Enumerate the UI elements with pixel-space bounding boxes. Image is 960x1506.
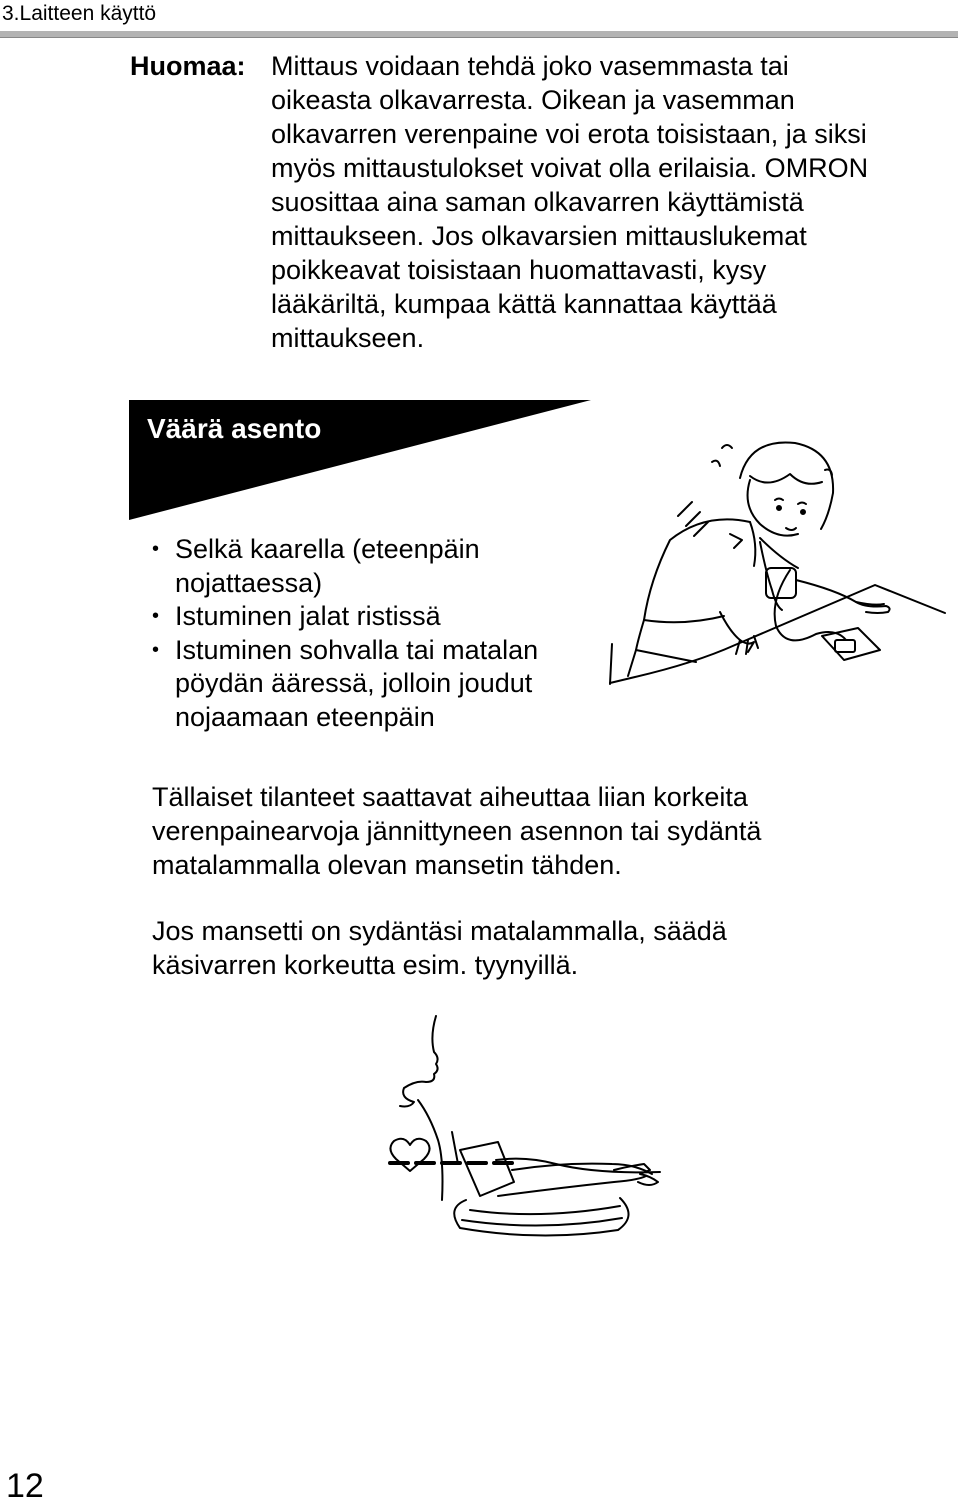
- paragraph-line: käsivarren korkeutta esim. tyynyillä.: [152, 950, 579, 980]
- header-rule: [0, 31, 958, 38]
- note-line: myös mittaustulokset voivat olla erilaisia. OMRON: [271, 153, 869, 183]
- bullet-dot: •: [152, 638, 160, 661]
- note-body: [271, 49, 951, 355]
- note-line: suosittaa aina saman olkavarren käyttämistä: [271, 187, 804, 217]
- list-item: [150, 533, 600, 600]
- wrong-position-list: [150, 533, 600, 734]
- list-item-line: Selkä kaarella (eteenpäin: [175, 534, 480, 564]
- list-item-line: Istuminen jalat ristissä: [175, 601, 441, 631]
- list-item-line: nojattaessa): [175, 567, 323, 598]
- bullet-dot: •: [152, 538, 160, 560]
- note-line: Mittaus voidaan tehdä joko vasemmasta tai: [271, 51, 789, 81]
- adjustment-paragraph: [152, 914, 942, 982]
- note-line: mittaukseen. Jos olkavarsien mittauslukemat: [271, 221, 807, 251]
- page-number: 12: [6, 1467, 44, 1505]
- explanation-paragraph: [152, 780, 942, 882]
- list-item: [150, 600, 600, 634]
- note-line: mittaukseen.: [271, 323, 425, 353]
- paragraph-line: Jos mansetti on sydäntäsi matalammalla, säädä: [152, 916, 727, 946]
- bullet-dot: •: [152, 605, 160, 627]
- note-line: lääkäriltä, kumpaa kättä kannattaa käyttää: [271, 289, 777, 319]
- paragraph-line: matalammalla olevan mansetin tähden.: [152, 850, 622, 880]
- note-line: oikeasta olkavarresta. Oikean ja vasemman: [271, 85, 795, 115]
- paragraph-line: Tällaiset tilanteet saattavat aiheuttaa liian korkeita: [152, 782, 748, 812]
- list-item-line: pöydän ääressä, jolloin joudut: [175, 668, 533, 698]
- list-item-line: Istuminen sohvalla tai matalan: [175, 634, 539, 665]
- note-label: Huomaa:: [130, 51, 246, 81]
- note-line: poikkeavat toisistaan huomattavasti, kysy: [271, 255, 767, 285]
- cushion-support-illustration: [370, 1010, 680, 1240]
- list-item-line: nojaamaan eteenpäin: [175, 701, 435, 732]
- section-header: 3.Laitteen käyttö: [2, 2, 157, 25]
- wrong-posture-illustration: [600, 430, 955, 690]
- paragraph-line: verenpainearvoja jännittyneen asennon tai sydäntä: [152, 816, 762, 846]
- section-banner-title: Väärä asento: [147, 413, 322, 444]
- note-line: olkavarren verenpaine voi erota toisistaan, ja siksi: [271, 119, 867, 149]
- list-item: [150, 634, 600, 735]
